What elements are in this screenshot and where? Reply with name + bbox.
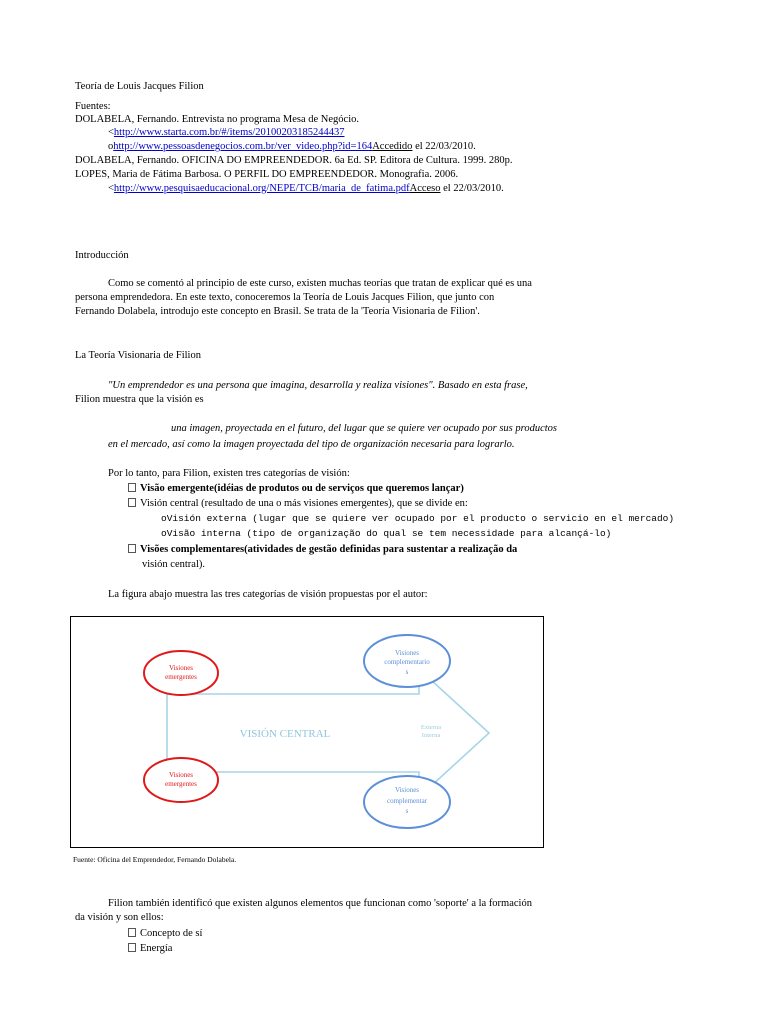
- emergent-bottom-line-2: emergentes: [165, 780, 197, 788]
- link-prefix: o: [108, 141, 114, 152]
- category-central-internal: oVisão interna (tipo de organização do qual se tem necessidade para alcançá-lo): [161, 528, 612, 539]
- reference-1-link-line: [108, 126, 345, 140]
- reference-2: DOLABELA, Fernando. OFICINA DO EMPREENDEDOR. 6a Ed. SP. Editora de Cultura. 1999. 280p.: [75, 155, 513, 166]
- category-complementary-text: Visões complementares(atividades de gestão definidas para sustentar a realização da: [140, 544, 518, 555]
- support-item-energy: [128, 942, 172, 956]
- bullet-icon: [128, 928, 136, 937]
- category-central-external: oVisión externa (lugar que se quiere ver ocupado por el producto o servicio en el mercado): [161, 513, 675, 524]
- reference-3: LOPES, Maria de Fátima Barbosa. O PERFIL DO EMPREENDEDOR. Monografia. 2006.: [75, 169, 459, 180]
- reference-1-link-line-2: [108, 140, 476, 154]
- category-complementary-cont: visión central).: [142, 559, 205, 570]
- emergent-bottom-line-1: Visiones: [168, 771, 194, 779]
- vision-definition-1: una imagen, proyectada en el futuro, del lugar que se quiere ver ocupado por sus productos: [171, 423, 558, 434]
- categories-intro: Por lo tanto, para Filion, existen tres categorías de visión:: [108, 468, 350, 479]
- comp-top-line-2: complementario: [384, 658, 430, 666]
- external-label: Externa: [420, 724, 442, 731]
- category-central-text: Visión central (resultado de una o más visiones emergentes), que se divide en:: [140, 498, 468, 509]
- starta-link[interactable]: http://www.starta.com.br/#/items/20100203185244437: [113, 127, 345, 138]
- category-emergent: [128, 482, 464, 496]
- support-line-2: da visión y son ellos:: [75, 912, 164, 923]
- comp-bottom-line-2: complementar: [386, 797, 428, 805]
- emergent-top-line-2: emergentes: [165, 673, 197, 681]
- quote-continuation: Basado en esta frase,: [435, 380, 528, 391]
- link-bracket: <: [108, 183, 114, 194]
- bullet-icon: [128, 483, 136, 492]
- theory-quote-line: [108, 379, 528, 393]
- figure-intro: La figura abajo muestra las tres categorías de visión propuestas por el autor:: [108, 589, 428, 600]
- pessoasdenegocios-link[interactable]: http://www.pessoasdenegocios.com.br/ver_video.php?id=164: [113, 141, 373, 152]
- link-bracket: <: [108, 127, 114, 138]
- support-item-1-text: Concepto de sí: [140, 928, 203, 939]
- comp-top-line-1: Visiones: [394, 649, 420, 657]
- bullet-icon: [128, 943, 136, 952]
- emergent-top-line-1: Visiones: [168, 664, 194, 672]
- access-date: el 22/03/2010.: [440, 183, 504, 194]
- bullet-icon: [128, 544, 136, 553]
- support-item-self-concept: [128, 927, 202, 941]
- category-central: [128, 497, 468, 511]
- sources-heading: Fuentes:: [75, 101, 111, 112]
- figure-caption: Fuente: Oficina del Emprendedor, Fernando Dolabela.: [73, 855, 237, 864]
- central-vision-label: VISIÓN CENTRAL: [239, 728, 331, 740]
- intro-line-3: Fernando Dolabela, introdujo este concepto en Brasil. Se trata de la 'Teoría Visionaria de Filion'.: [75, 306, 480, 317]
- intro-line-2: persona emprendedora. En este texto, conoceremos la Teoría de Louis Jacques Filion, que junto con: [75, 292, 495, 303]
- comp-bottom-line-3: s: [405, 807, 409, 815]
- intro-line-1: Como se comentó al principio de este curso, existen muchas teorías que tratan de explicar qué es una: [108, 278, 532, 289]
- category-emergent-text: Visão emergente(idéias de produtos ou de serviços que queremos lançar): [140, 483, 464, 494]
- vision-categories-figure: [70, 616, 544, 848]
- intro-heading: Introducción: [75, 250, 129, 261]
- theory-line-2: Filion muestra que la visión es: [75, 394, 204, 405]
- pesquisaeducacional-link[interactable]: http://www.pesquisaeducacional.org/NEPE/TCB/maria_de_fatima.pdf: [113, 183, 410, 194]
- accessed-label: Accedido: [372, 141, 413, 152]
- support-line-1: Filion también identificó que existen algunos elementos que funcionan como 'soporte' a la formación: [108, 898, 532, 909]
- reference-3-link-line: [108, 182, 504, 196]
- accessed-date: el 22/03/2010.: [412, 141, 476, 152]
- vision-definition-2: en el mercado, así como la imagen proyectada del tipo de organización necesaria para lograrlo.: [108, 439, 515, 450]
- access-label: Acceso: [409, 183, 441, 194]
- category-complementary: [128, 543, 517, 557]
- internal-label: Interna: [421, 732, 441, 739]
- support-item-2-text: Energía: [140, 943, 173, 954]
- comp-top-line-3: s: [405, 668, 409, 676]
- bullet-icon: [128, 498, 136, 507]
- reference-1: DOLABELA, Fernando. Entrevista no programa Mesa de Negócio.: [75, 114, 360, 125]
- comp-bottom-line-1: Visiones: [394, 786, 420, 794]
- theory-heading: La Teoría Visionaria de Filion: [75, 350, 201, 361]
- vision-diagram: [71, 617, 543, 847]
- page-title: Teoría de Louis Jacques Filion: [75, 81, 204, 92]
- filion-quote: "Un emprendedor es una persona que imagina, desarrolla y realiza visiones".: [108, 380, 436, 391]
